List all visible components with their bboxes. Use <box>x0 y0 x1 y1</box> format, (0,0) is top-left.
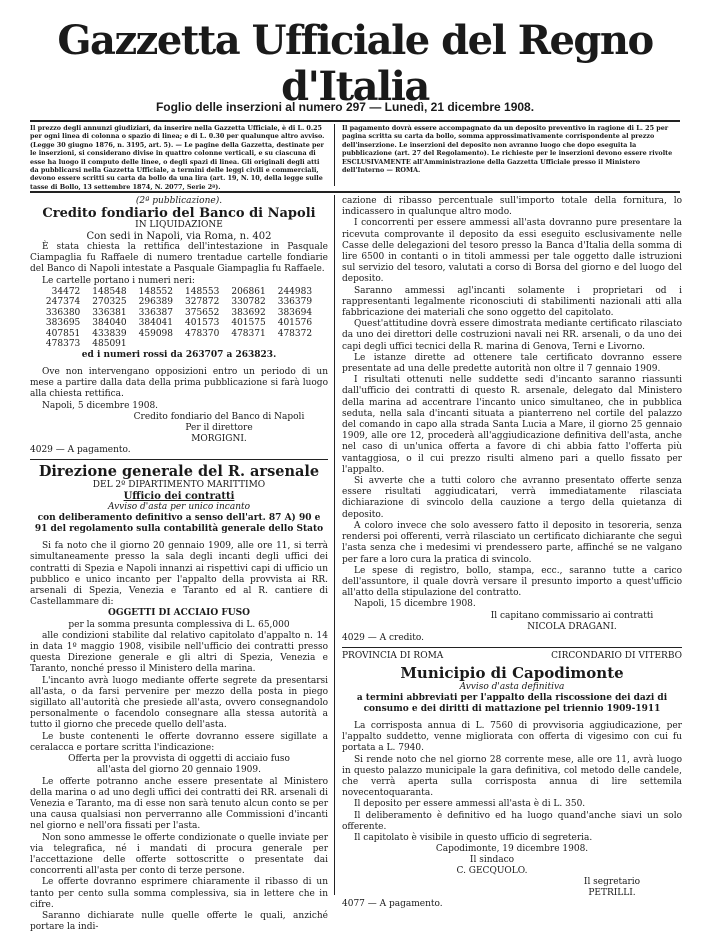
notice-bottom-rule <box>30 191 680 193</box>
numbers-row <box>40 339 318 350</box>
numbers-row <box>40 308 318 319</box>
arsenale-office: Ufficio dei contratti <box>123 490 235 502</box>
arsenale-p0: cazione di ribasso percentuale sull'importo totale della fornitura, lo indicassero in qualunque altro modo. <box>342 196 682 218</box>
arsenale-p5b: all'asta del giorno 20 gennaio 1909. <box>97 765 261 776</box>
number-cell: 375652 <box>185 307 220 318</box>
arsenale-cont-p4: Le istanze dirette ad ottenere tale certificato dovranno essere presentate ad una delle predette autorità non oltre il 7 gennaio 1909. <box>342 352 682 375</box>
arsenale-foot: 4029 — A credito. <box>342 632 425 643</box>
number-cell: 401575 <box>231 318 266 329</box>
arsenale-cont-p2: Saranno ammessi agl'incanti solamente i proprietari od i rappresentanti legalmente riconosciuti di stabilimenti nazionali atti alla fabbricazione dei materiali che sono oggetto del capitolato. <box>342 285 682 319</box>
numbers-intro: Le cartelle portano i numeri neri: <box>42 275 195 286</box>
number-cell: 336380 <box>45 307 81 318</box>
municipio-sig2: C. GECQUOLO. <box>456 866 528 877</box>
number-cell: 206861 <box>231 286 266 297</box>
arsenale-p1: Si fa noto che il giorno 20 gennaio 1909, alle ore 11, si terrà simultaneamente presso la sala degli incanti degli uffici dei contratti di Spezia e Napoli innanzi ai rispettivi capi di ufficio un pubblico e unico incanto per l'appalto della provvista ai RR. arsenali di Spezia, Venezia e Taranto ed al R. cantiere di Castellammare di: <box>30 541 328 608</box>
section-rule-1 <box>30 459 328 460</box>
numbers-row <box>40 318 318 329</box>
number-cell: 244983 <box>277 286 313 297</box>
arsenale-title: Direzione generale del R. arsenale <box>38 462 320 480</box>
numbers-table <box>40 287 318 350</box>
municipio-q3: Il deposito per essere ammessi all'asta è di L. 350. <box>354 799 586 810</box>
arsenale-p9: Saranno dichiarate nulle quelle offerte le quali, anziché portare la indi- <box>30 910 328 933</box>
section-rule-2 <box>342 647 682 648</box>
number-cell: 459098 <box>138 328 173 339</box>
arsenale-p2: alle condizioni stabilite dal relativo capitolato d'appalto n. 14 in data 1º maggio 1908, visibile nell'ufficio dei contratti presso questa Direzione generale e gli altri di Spezia, Venezia e Taranto, nonché presso il Ministero della marina. <box>30 630 328 675</box>
arsenale-sig1: Il capitano commissario ai contratti <box>490 610 654 621</box>
arsenale-p8: Le offerte dovranno esprimere chiaramente il ribasso di un tanto per cento sulla somma complessiva, sia in lettere che in cifre. <box>30 877 328 910</box>
municipio-q2: Si rende noto che nel giorno 28 corrente mese, alle ore 11, avrà luogo in questo palazzo municipale la gara definitiva, col metodo delle candele, che verrà aperta sulla corrisposta annua di lire settemila novecentoquaranta. <box>342 754 682 799</box>
credito-sub2: Con sedi in Napoli, via Roma, n. 402 <box>86 231 272 242</box>
arsenale-sub: DEL 2º DIPARTIMENTO MARITTIMO <box>92 479 266 490</box>
municipio-q5: Il capitolato è visibile in questo ufficio di segreteria. <box>354 832 593 843</box>
number-cell: 336387 <box>138 307 173 318</box>
numbers-red: ed i numeri rossi da 263707 a 263823. <box>81 349 277 360</box>
credito-sig2: Per il direttore <box>185 422 253 433</box>
number-cell: 485091 <box>92 339 127 350</box>
numbers-row <box>40 297 318 308</box>
number-cell <box>133 339 179 350</box>
notice-divider <box>334 124 335 186</box>
arsenale-cont-p8: Le spese di registro, bollo, stampa, ecc., saranno tutte a carico dell'assuntore, il quale dovrà versare il presunto importo a quest'ufficio all'atto della stipulazione del contratto. <box>342 565 682 599</box>
number-cell <box>272 339 318 350</box>
notice-right: Il pagamento dovrà essere accompagnato da un deposito preventivo in ragione di L. 25 per pagina scritta su carta da bollo, somma approssimativamente corrispondente al prezzo dell'inserzione. Le inserzioni del deposito non avranno luogo che dopo eseguita la pubblicazione (art. 27 del Regolamento). Le richieste per le inserzioni devono essere rivolte ESCLUSIVAMENTE all'Amministrazione della Gazzetta Ufficiale presso il Ministero dell'Interno — ROMA. <box>342 124 673 175</box>
credito-sub1: IN LIQUIDAZIONE <box>135 220 223 230</box>
number-cell: 148552 <box>138 286 173 297</box>
number-cell: 247374 <box>45 297 81 308</box>
credito-para2: Ove non intervengano opposizioni entro un periodo di un mese a partire dalla data della prima pubblicazione si farà luogo alla chiesta rettifica. <box>30 367 328 400</box>
numbers-row <box>40 287 318 298</box>
number-cell <box>179 339 225 350</box>
number-cell: 384041 <box>138 318 173 329</box>
credito-sig1: Credito fondiario del Banco di Napoli <box>133 411 305 422</box>
publication-note: (2ª pubblicazione). <box>135 196 223 206</box>
arsenale-sig2: NICOLA DRAGANI. <box>527 621 617 632</box>
number-cell: 384040 <box>92 318 127 329</box>
numbers-row <box>40 329 318 340</box>
municipio-avviso: Avviso d'asta definitiva <box>459 681 565 692</box>
number-cell: 148553 <box>185 286 220 297</box>
arsenale-cont-p7: A coloro invece che solo avessero fatto il deposito in tesoreria, senza rendersi poi offerenti, verrà rilasciato un certificato dichiarante che seguì l'asta senza che i medesimi vi prendessero parte, affinché se ne valgano per fare a loro cura la pratica di svincolo. <box>342 520 682 565</box>
municipio-title: Municipio di Capodimonte <box>400 663 624 682</box>
number-cell: 401573 <box>185 318 220 329</box>
right-column <box>342 196 682 910</box>
municipio-sig4: PETRILLI. <box>588 888 636 899</box>
number-cell: 407851 <box>45 328 81 339</box>
arsenale-cont-p1: I concorrenti per essere ammessi all'asta dovranno pure presentare la ricevuta comprovante il deposito da essi eseguito esclusivamente nelle Casse delle delegazioni del tesoro presso la Banca d'Italia della somma di lire 6500 in contanti o in titoli ammessi per tale oggetto dalle istruzioni sul servizio del tesoro, valutati a corso di Borsa del giorno e del luogo del deposito. <box>342 218 682 285</box>
number-cell: 270325 <box>92 297 127 308</box>
column-divider <box>334 195 335 895</box>
municipio-intro: a termini abbreviati per l'appalto della riscossione dei dazi di consumo e dei diritti di mattazione pel triennio 1909-1911 <box>356 692 668 714</box>
credito-sig3: MORGIGNI. <box>191 433 247 444</box>
province-label: PROVINCIA DI ROMA <box>342 650 444 661</box>
number-cell: 296389 <box>138 297 173 308</box>
number-cell: 336381 <box>92 307 127 318</box>
credito-foot: 4029 — A pagamento. <box>30 444 131 455</box>
issue-line: Foglio delle inserzioni al numero 297 — Lunedì, 21 dicembre 1908. <box>155 100 535 114</box>
masthead-title: Gazzetta Ufficiale del Regno d'Italia <box>57 17 653 110</box>
notice-left: Il prezzo degli annunzi giudiziari, da inserire nella Gazzetta Ufficiale, è di L. 0.25 per ogni linea di colonna o spazio di linea; e di L. 0.30 per qualunque altro avviso. (Legge 30 giugno 1876, n. 3195, art. 5). — Le pagine della Gazzetta, destinate per le inserzioni, si considerano divise in quattro colonne verticali, e su ciascuna di esse ha luogo il computo delle linee, o degli spazi di linea. Gli originali degli atti da pubblicarsi nella Gazzetta Ufficiale, a termini delle leggi civili e commerciali, devono essere scritti su carta da bollo da una lira (art. 19, N. 10, della legge sulle tasse di Bollo, 13 settembre 1874, N. 2077, Serie 2ª). <box>30 124 325 191</box>
number-cell: 383692 <box>231 307 266 318</box>
left-column <box>30 196 328 933</box>
arsenale-date: Napoli, 15 dicembre 1908. <box>354 599 476 610</box>
number-cell: 478372 <box>277 328 313 339</box>
credito-title: Credito fondiario del Banco di Napoli <box>42 206 316 221</box>
arsenale-avviso: Avviso d'asta per unico incanto <box>107 501 251 512</box>
number-cell: 401576 <box>277 318 313 329</box>
municipio-foot: 4077 — A pagamento. <box>342 899 443 910</box>
credito-date: Napoli, 5 dicembre 1908. <box>42 400 159 411</box>
number-cell: 383695 <box>45 318 81 329</box>
arsenale-object: OGGETTI DI ACCIAIO FUSO <box>108 608 250 619</box>
top-rule <box>30 120 680 122</box>
arsenale-p7: Non sono ammesse le offerte condizionate o quelle inviate per via telegrafica, né i mandati di procura generale per l'accettazione delle offerte sottoscritte o presentate dai concorrenti all'asta per conto di terze persone. <box>30 832 328 877</box>
number-cell: 478371 <box>231 328 266 339</box>
municipio-date: Capodimonte, 19 dicembre 1908. <box>435 844 589 855</box>
municipio-sig1: Il sindaco <box>469 855 515 866</box>
arsenale-amount: per la somma presunta complessiva di L. 65,000 <box>68 619 290 630</box>
number-cell: 330782 <box>231 297 266 308</box>
number-cell: 478370 <box>185 328 220 339</box>
arsenale-cont-p6: Si avverte che a tutti coloro che avranno presentato offerte senza essere risultati aggiudicatari, verrà immediatamente rilasciata dichiarazione di svincolo della cauzione a tergo della quietanza di deposito. <box>342 476 682 520</box>
credito-para1: È stata chiesta la rettifica dell'intestazione in Pasquale Ciampaglia fu Raffaele di numero trentadue cartelle fondiarie del Banco di Napoli intestate a Pasquale Giampaglia fu Raffaele. <box>30 242 328 275</box>
arsenale-p3: L'incanto avrà luogo mediante offerte segrete da presentarsi all'asta, o da farsi pervenire per mezzo della posta in piego sigillato all'autorità che presiede all'asta, ovvero consegnandolo personalmente o facendolo consegnare alla stessa autorità a tutto il giorno che precede quello dell'asta. <box>30 675 328 731</box>
number-cell <box>225 339 271 350</box>
arsenale-p6: Le offerte potranno anche essere presentate al Ministero della marina o ad uno degli uffici dei contratti dei RR. arsenali di Venezia e Taranto, ma di esse non sarà tenuto alcun conto se per una causa qualsiasi non perverranno alle Commissioni d'incanti nel giorno e nell'ora fissati per l'asta. <box>30 776 328 832</box>
number-cell: 34472 <box>51 286 81 297</box>
number-cell: 433839 <box>92 328 127 339</box>
number-cell: 336379 <box>277 297 313 308</box>
number-cell: 148548 <box>92 286 127 297</box>
number-cell: 327872 <box>185 297 220 308</box>
number-cell: 383694 <box>277 307 313 318</box>
arsenale-p4: Le buste contenenti le offerte dovranno essere sigillate a ceralacca e portare scritta l'indicazione: <box>30 731 328 753</box>
circondario-label: CIRCONDARIO DI VITERBO <box>551 650 682 661</box>
number-cell: 478373 <box>45 339 81 350</box>
municipio-sig3: Il segretario <box>583 877 641 888</box>
municipio-q1: La corrisposta annua di L. 7560 di provvisoria aggiudicazione, per l'appalto suddetto, venne migliorata con offerta di vigesimo con cui fu portata a L. 7940. <box>342 720 682 754</box>
arsenale-p5a: Offerta per la provvista di oggetti di acciaio fuso <box>68 754 290 765</box>
municipio-q4: Il deliberamento è definitivo ed ha luogo quand'anche siavi un solo offerente. <box>342 810 682 832</box>
arsenale-intro: con deliberamento definitivo a senso dell'art. 87 A) 90 e 91 del regolamento sulla contabilità generale dello Stato <box>34 512 324 535</box>
arsenale-cont-p5: I risultati ottenuti nelle suddette sedi d'incanto saranno riassunti dall'ufficio dei contratti di questo R. arsenale, delegato dal Ministero della marina ad accentrare l'incanto unico simultaneo, che in pubblica seduta, nella sala d'incanti situata a pianterreno nel cortile del palazzo del comando in capo alla strada Santa Lucia a Mare, il giorno 25 gennaio 1909, alle ore 12, procederà all'aggiudicazione definitiva dell'asta, anche nel caso di un'unica offerta a favore di chi abbia fatto l'offerta più vantaggiosa, o il cui prezzo risulti almeno pari a quello fissato per l'appalto. <box>342 375 682 475</box>
arsenale-cont-p3: Quest'attitudine dovrà essere dimostrata mediante certificato rilasciato da uno dei direttori delle costruzioni navali nei RR. arsenali, o da uno dei capi degli uffici tecnici della R. marina di Genova, Terni e Livorno. <box>342 319 682 352</box>
